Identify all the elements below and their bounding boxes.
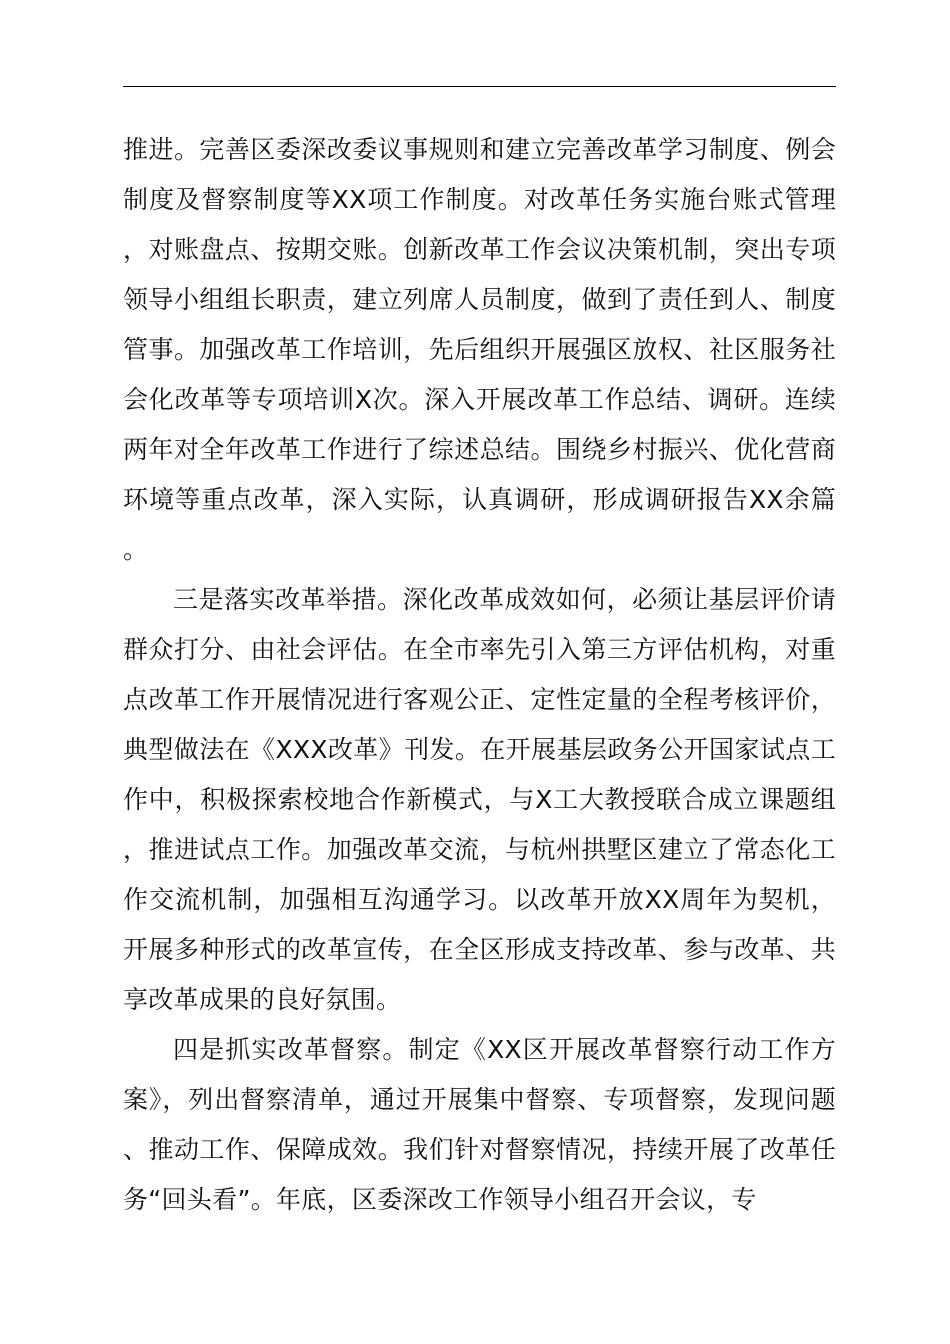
header-rule (123, 86, 836, 87)
paragraph-item-three: 三是落实改革举措。深化改革成效如何，必须让基层评价请群众打分、由社会评估。在全市率先引入第三方评估机构，对重点改革工作开展情况进行客观公正、定性定量的全程考核评价，典型做法在《XXX改革》刊发。在开展基层政务公开国家试点工作中，积极探索校地合作新模式，与X工大教授联合成立课题组，推进试点工作。加强改革交流，与杭州拱墅区建立了常态化工作交流机制，加强相互沟通学习。以改革开放XX周年为契机，开展多种形式的改革宣传，在全区形成支持改革、参与改革、共享改革成果的良好氛围。 (123, 585, 836, 1014)
document-body (123, 125, 836, 1225)
paragraph-item-four: 四是抓实改革督察。制定《XX区开展改革督察行动工作方案》，列出督察清单，通过开展集中督察、专项督察，发现问题、推动工作、保障成效。我们针对督察情况，持续开展了改革任务“回头看”。年底，区委深改工作领导小组召开会议，专 (123, 1035, 836, 1214)
paragraph-continuation: 推进。完善区委深改委议事规则和建立完善改革学习制度、例会制度及督察制度等XX项工作制度。对改革任务实施台账式管理，对账盘点、按期交账。创新改革工作会议决策机制，突出专项领导小组组长职责，建立列席人员制度，做到了责任到人、制度管事。加强改革工作培训，先后组织开展强区放权、社区服务社会化改革等专项培训X次。深入开展改革工作总结、调研。连续两年对全年改革工作进行了综述总结。围绕乡村振兴、优化营商环境等重点改革，深入实际，认真调研，形成调研报告XX余篇。 (123, 135, 836, 564)
